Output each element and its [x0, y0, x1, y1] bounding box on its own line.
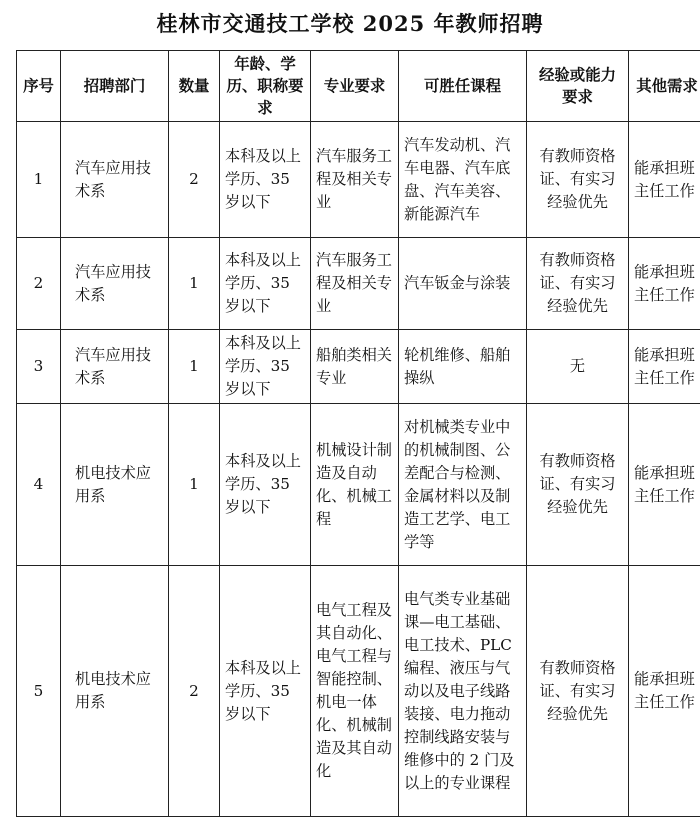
cell-age: 本科及以上学历、35 岁以下 [220, 330, 311, 404]
cell-course: 汽车钣金与涂装 [399, 238, 527, 330]
header-other: 其他需求 [629, 51, 700, 122]
cell-exp: 无 [527, 330, 629, 404]
cell-major: 汽车服务工程及相关专业 [311, 122, 399, 238]
cell-major: 机械设计制造及自动化、机械工程 [311, 404, 399, 566]
cell-no: 4 [17, 404, 61, 566]
cell-other: 能承担班主任工作 [629, 404, 700, 566]
cell-count: 1 [169, 330, 220, 404]
cell-no: 1 [17, 122, 61, 238]
cell-exp: 有教师资格证、有实习经验优先 [527, 404, 629, 566]
cell-exp: 有教师资格证、有实习经验优先 [527, 122, 629, 238]
cell-count: 2 [169, 122, 220, 238]
cell-other: 能承担班主任工作 [629, 122, 700, 238]
header-age: 年龄、学历、职称要求 [220, 51, 311, 122]
header-exp: 经验或能力要求 [527, 51, 629, 122]
cell-count: 1 [169, 238, 220, 330]
cell-course: 对机械类专业中的机械制图、公差配合与检测、金属材料以及制造工艺学、电工学等 [399, 404, 527, 566]
table-row [17, 330, 700, 404]
header-major: 专业要求 [311, 51, 399, 122]
cell-dept: 汽车应用技术系 [61, 122, 169, 238]
header-count: 数量 [169, 51, 220, 122]
cell-exp: 有教师资格证、有实习经验优先 [527, 566, 629, 817]
cell-no: 3 [17, 330, 61, 404]
cell-major: 船舶类相关专业 [311, 330, 399, 404]
cell-dept: 汽车应用技术系 [61, 330, 169, 404]
cell-other: 能承担班主任工作 [629, 238, 700, 330]
cell-major: 电气工程及其自动化、电气工程与智能控制、机电一体化、机械制造及其自动化 [311, 566, 399, 817]
cell-count: 1 [169, 404, 220, 566]
cell-age: 本科及以上学历、35 岁以下 [220, 566, 311, 817]
table-row [17, 404, 700, 566]
cell-count: 2 [169, 566, 220, 817]
header-no: 序号 [17, 51, 61, 122]
table-row [17, 122, 700, 238]
cell-no: 2 [17, 238, 61, 330]
header-course: 可胜任课程 [399, 51, 527, 122]
recruitment-table [16, 50, 700, 817]
cell-age: 本科及以上学历、35 岁以下 [220, 122, 311, 238]
table-row [17, 238, 700, 330]
cell-dept: 汽车应用技术系 [61, 238, 169, 330]
cell-no: 5 [17, 566, 61, 817]
cell-major: 汽车服务工程及相关专业 [311, 238, 399, 330]
cell-course: 汽车发动机、汽车电器、汽车底盘、汽车美容、新能源汽车 [399, 122, 527, 238]
cell-age: 本科及以上学历、35 岁以下 [220, 404, 311, 566]
cell-dept: 机电技术应用系 [61, 566, 169, 817]
cell-other: 能承担班主任工作 [629, 566, 700, 817]
header-dept: 招聘部门 [61, 51, 169, 122]
cell-course: 轮机维修、船舶操纵 [399, 330, 527, 404]
cell-other: 能承担班主任工作 [629, 330, 700, 404]
page-title: 桂林市交通技工学校 2025 年教师招聘 [156, 11, 544, 36]
cell-exp: 有教师资格证、有实习经验优先 [527, 238, 629, 330]
table-row [17, 566, 700, 817]
header-row [17, 51, 700, 122]
cell-dept: 机电技术应用系 [61, 404, 169, 566]
cell-age: 本科及以上学历、35 岁以下 [220, 238, 311, 330]
cell-course: 电气类专业基础课—电工基础、电工技术、PLC 编程、液压与气动以及电子线路装接、电力拖动控制线路安装与维修中的 2 门及以上的专业课程 [399, 566, 527, 817]
